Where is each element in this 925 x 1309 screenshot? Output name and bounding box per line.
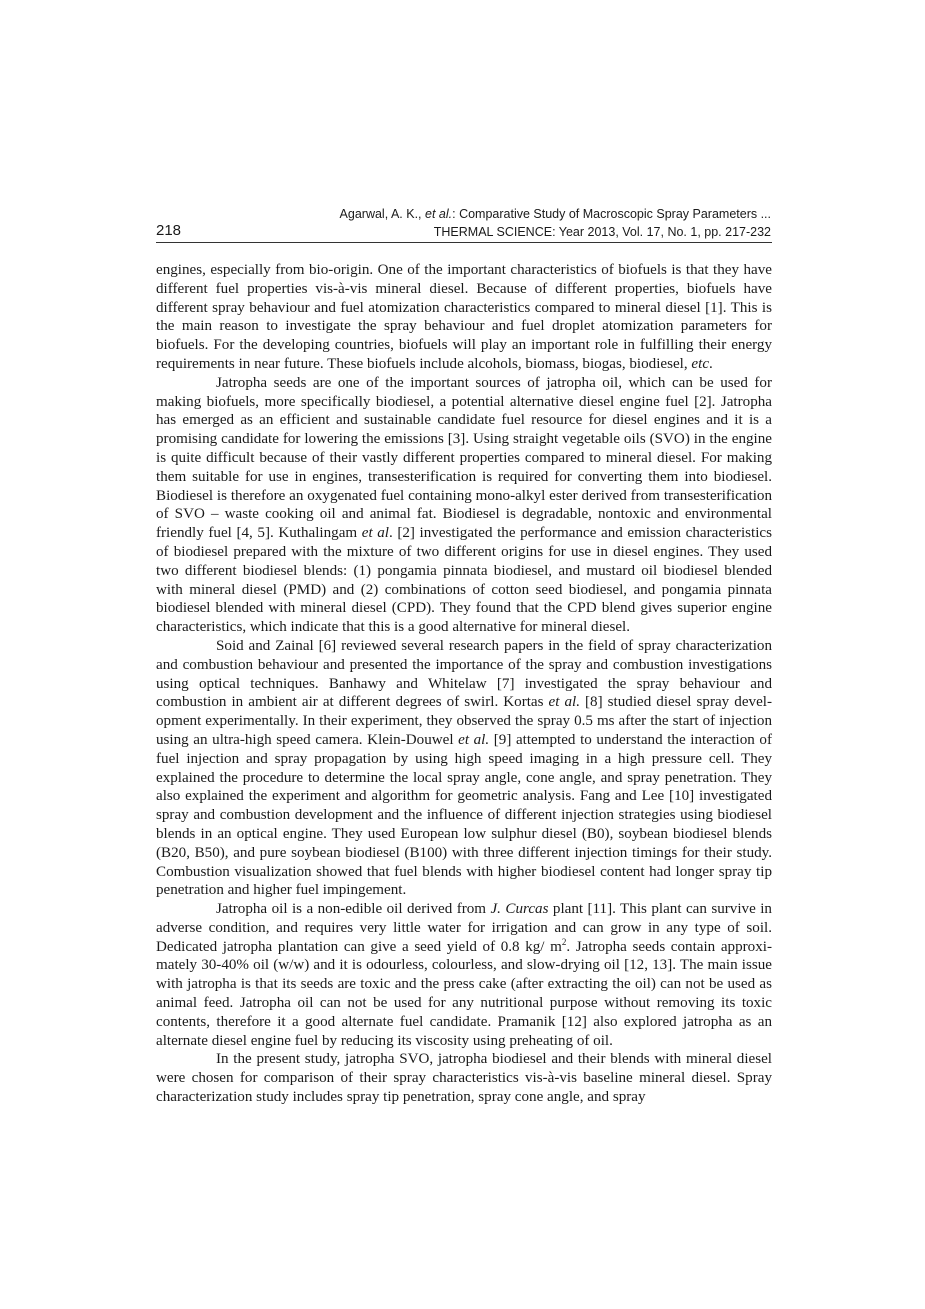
paragraph-2: Jatropha seeds are one of the important sources of jatropha oil, which can be used for making biofuels, more specifically biodiesel, a potential alternative diesel engine fuel [2]. Jatropha has emerged as an efficient and sustainable candidate fuel resource for diesel engines and it is a promising candidate for lowering the emissions [3]. Using straight vegetable oils (SVO) in the engine is quite difficult because of their vastly different properties compared to mineral diesel. For making them suitable for use in engines, transesterification is required for converting them into biodiesel. Biodiesel is therefore an oxygenated fuel containing mono-alkyl ester derived from transesterification of SVO – waste cooking oil and animal fat. Biodiesel is degradable, nontoxic and environmental friendly fuel [4, 5]. Kuthalingam et al. [2] investigated the performance and emission characteristics of biodiesel prepared with the mixture of two different origins for use in diesel engines. They used two different biodiesel blends: (1) pongamia pinnata biodiesel, and mustard oil biodiesel blended with mineral diesel (PMD) and (2) combinations of cotton seed biodiesel, and pongamia pinnata biodiesel blended with mineral diesel (CPD). They found that the CPD blend gives superior engine characteristics, which indicate that this is a good alternative for mineral diesel. (156, 374, 772, 636)
body-text (156, 261, 772, 1107)
page-number: 218 (156, 222, 182, 239)
header-rule (156, 242, 772, 243)
paragraph-1: engines, especially from bio-origin. One of the important characteristics of biofuels is that they have different fuel properties vis-à-vis mineral diesel. Because of different properties, biofuels have different spray behaviour and fuel atomization characteristics compared to mineral diesel [1]. This is the main reason to investigate the spray behaviour and fuel droplet atomization parameters for biofuels. For the developing countries, biofuels will play an important role in fulfilling their energy requirements in near future. These biofuels include alcohols, biomass, biogas, biodiesel, etc. (156, 262, 772, 372)
paragraph-4: Jatropha oil is a non-edible oil derived from J. Curcas plant [11]. This plant can survive in adverse condition, and requires very little water for irrigation and can grow in any type of soil. Dedicated jatropha plantation can give a seed yield of 0.8 kg/ $m^2$. Jatropha seeds contain approximately 30-40% oil (w/w) and it is odourless, colourless, and slow-drying oil [12, 13]. The main issue with jatropha is that its seeds are toxic and the press cake (after extracting the oil) can not be used as animal feed. Jatropha oil can not be used for any nutritional purpose without removing its toxic contents, therefore it a good alternate fuel candidate. Pramanik [12] also explored jatropha as an alternate diesel engine fuel by reducing its viscosity using preheating of oil. (156, 901, 772, 1049)
paragraph-3: Soid and Zainal [6] reviewed several research papers in the field of spray characterization and combustion behaviour and presented the importance of the spray and combustion investigations using optical techniques. Banhawy and Whitelaw [7] investigated the spray behaviour and combustion in ambient air at different degrees of swirl. Kortas et al. [8] studied diesel spray development experimentally. In their experiment, they observed the spray 0.5 ms after the start of injection using an ultra-high speed camera. Klein-Douwel et al. [9] attempted to understand the interaction of fuel injection and spray propagation by using high speed imaging in a high pressure cell. They explained the procedure to determine the local spray angle, cone angle, and spray penetration. They also explained the experiment and algorithm for geometric analysis. Fang and Lee [10] investigated spray and combustion development and the influence of different injection strategies using biodiesel blends in an optical engine. They used European low sulphur diesel (B0), soybean biodiesel blends (B20, B50), and pure soybean biodiesel (B100) with three different injection timings for their study. Combustion visualization showed that fuel blends with higher biodiesel content had longer spray tip penetration and higher fuel impingement. (156, 637, 772, 899)
paragraph-5: In the present study, jatropha SVO, jatropha biodiesel and their blends with mineral diesel were chosen for comparison of their spray characteristics vis-à-vis baseline mineral diesel. Spray characterization study includes spray tip penetration, spray cone angle, and spray (156, 1051, 772, 1106)
journal-info: THERMAL SCIENCE: Year 2013, Vol. 17, No. 1, pp. 217-232 (433, 225, 771, 239)
running-header (156, 207, 771, 243)
header-citation: Agarwal, A. K., et al.: Comparative Study of Macroscopic Spray Parameters ... (339, 207, 771, 221)
